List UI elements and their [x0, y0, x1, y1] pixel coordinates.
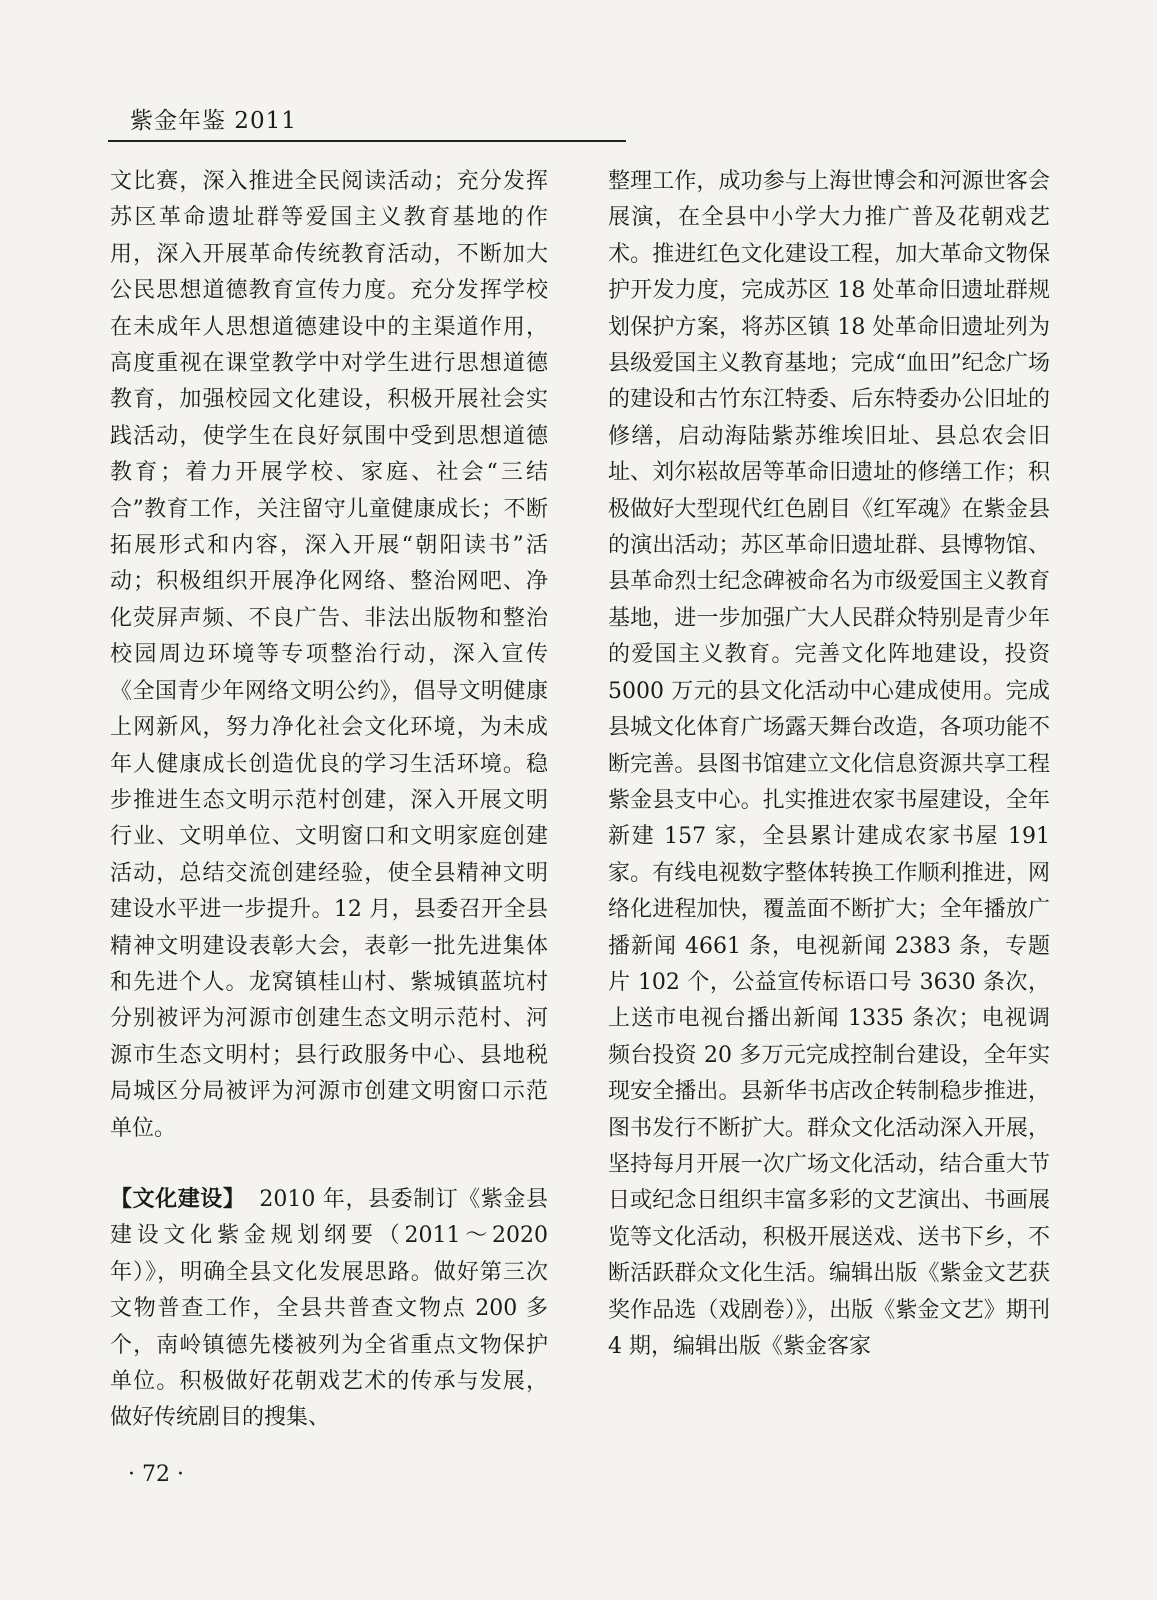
left-paragraph-2-text: 2010 年，县委制订《紫金县建设文化紫金规划纲要（2011～2020 年）》，明确全县文化发展思路。做好第三次文物普查工作，全县共普查文物点 200 多个，南岭镇德先楼被列为全省重点文物保护单位。积极做好花朝戏艺术的传承与发展，做好传统剧目的搜集、	[110, 1186, 548, 1431]
right-column	[608, 164, 1050, 1365]
left-paragraph-2	[110, 1182, 548, 1437]
right-paragraph-1: 整理工作，成功参与上海世博会和河源世客会展演，在全县中小学大力推广普及花朝戏艺术。推进红色文化建设工程，加大革命文物保护开发力度，完成苏区 18 处革命旧遗址群规划保护方案，将苏区镇 18 处革命旧遗址列为县级爱国主义教育基地；完成“血田”纪念广场的建设和古竹东江特委、后东特委办公旧址的修缮，启动海陆紫苏维埃旧址、县总农会旧址、刘尔崧故居等革命旧遗址的修缮工作；积极做好大型现代红色剧目《红军魂》在紫金县的演出活动；苏区革命旧遗址群、县博物馆、县革命烈士纪念碑被命名为市级爱国主义教育基地，进一步加强广大人民群众特别是青少年的爱国主义教育。完善文化阵地建设，投资 5000 万元的县文化活动中心建成使用。完成县城文化体育广场露天舞台改造，各项功能不断完善。县图书馆建立文化信息资源共享工程紫金县支中心。扎实推进农家书屋建设，全年新建 157 家，全县累计建成农家书屋 191 家。有线电视数字整体转换工作顺利推进，网络化进程加快，覆盖面不断扩大；全年播放广播新闻 4661 条，电视新闻 2383 条，专题片 102 个，公益宣传标语口号 3630 条次，上送市电视台播出新闻 1335 条次；电视调频台投资 20 多万元完成控制台建设，全年实现安全播出。县新华书店改企转制稳步推进，图书发行不断扩大。群众文化活动深入开展，坚持每月开展一次广场文化活动，结合重大节日或纪念日组织丰富多彩的文艺演出、书画展览等文化活动，积极开展送戏、送书下乡，不断活跃群众文化生活。编辑出版《紫金文艺获奖作品选（戏剧卷）》，出版《紫金文艺》期刊 4 期，编辑出版《紫金客家	[608, 169, 1050, 1359]
page-number: · 72 ·	[128, 1462, 184, 1487]
section-heading-culture: 【文化建设】	[110, 1186, 246, 1212]
left-column	[110, 164, 548, 1437]
page-header-title: 紫金年鉴 2011	[130, 108, 297, 134]
left-paragraph-1: 文比赛，深入推进全民阅读活动；充分发挥苏区革命遗址群等爱国主义教育基地的作用，深入开展革命传统教育活动，不断加大公民思想道德教育宣传力度。充分发挥学校在未成年人思想道德建设中的主渠道作用，高度重视在课堂教学中对学生进行思想道德教育，加强校园文化建设，积极开展社会实践活动，使学生在良好氛围中受到思想道德教育；着力开展学校、家庭、社会“三结合”教育工作，关注留守儿童健康成长；不断拓展形式和内容，深入开展“朝阳读书”活动；积极组织开展净化网络、整治网吧、净化荧屏声频、不良广告、非法出版物和整治校园周边环境等专项整治行动，深入宣传《全国青少年网络文明公约》，倡导文明健康上网新风，努力净化社会文化环境，为未成年人健康成长创造优良的学习生活环境。稳步推进生态文明示范村创建，深入开展文明行业、文明单位、文明窗口和文明家庭创建活动，总结交流创建经验，使全县精神文明建设水平进一步提升。12 月，县委召开全县精神文明建设表彰大会，表彰一批先进集体和先进个人。龙窝镇桂山村、紫城镇蓝坑村分别被评为河源市创建生态文明示范村、河源市生态文明村；县行政服务中心、县地税局城区分局被评为河源市创建文明窗口示范单位。	[110, 169, 548, 1141]
header-divider	[108, 140, 626, 142]
